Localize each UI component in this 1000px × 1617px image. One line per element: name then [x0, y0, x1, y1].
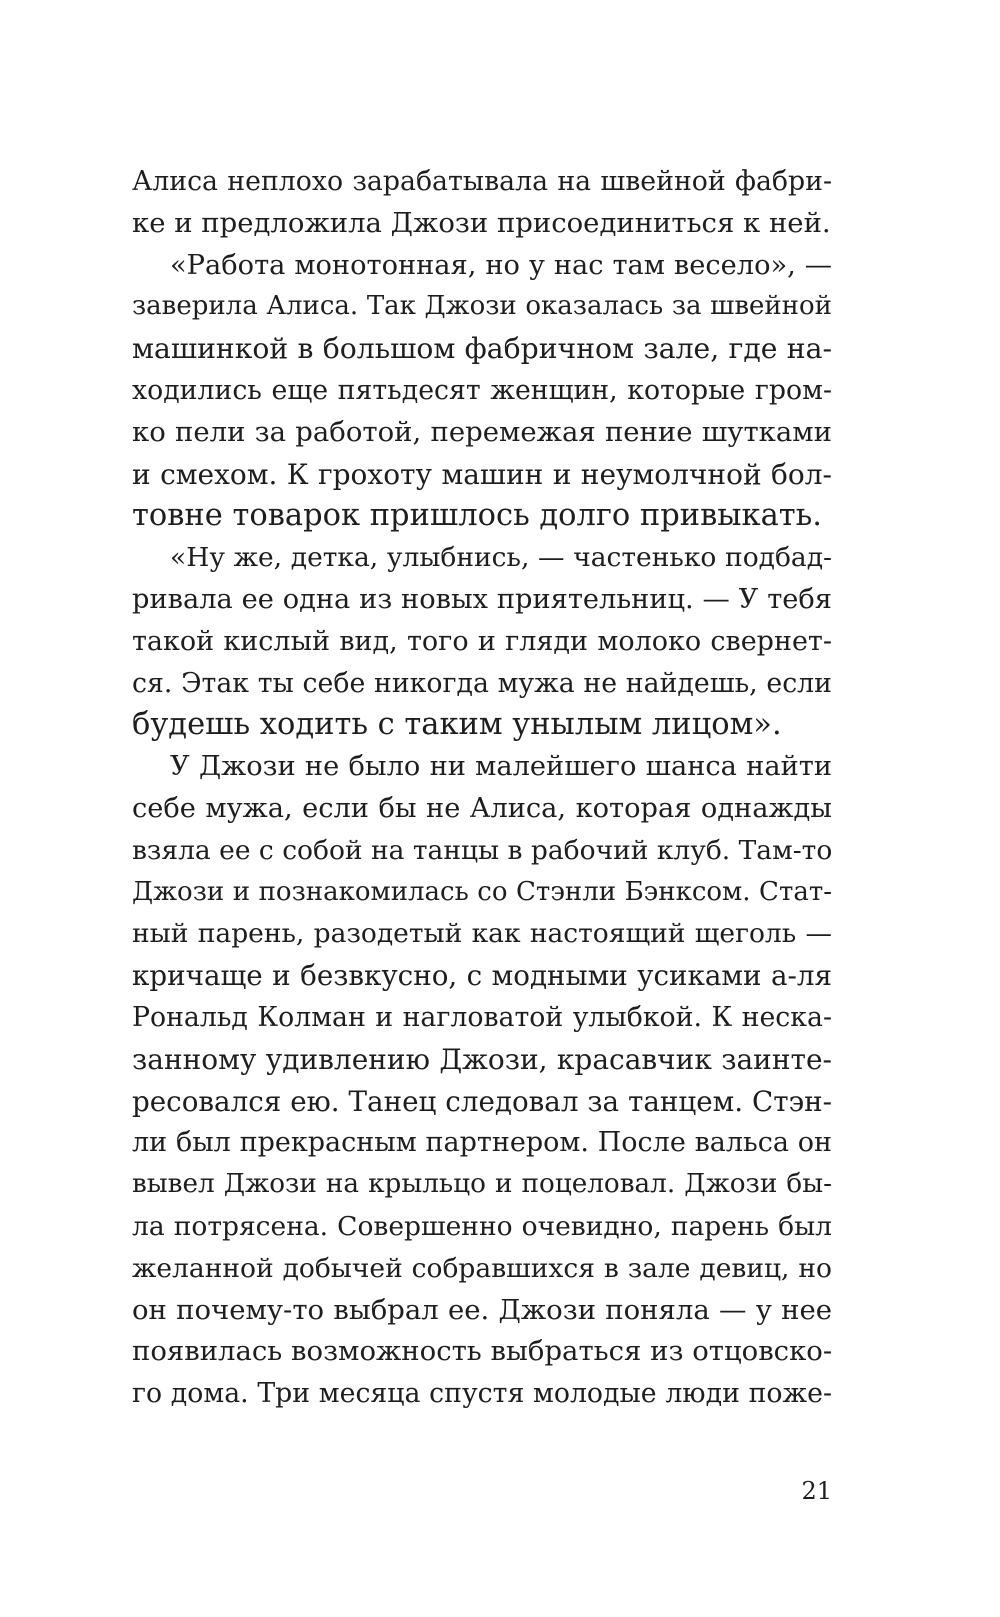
body-text — [132, 161, 832, 1415]
text-line: го дома. Три месяца спустя молодые люди поже- — [132, 1378, 832, 1410]
text-line: заверила Алиса. Так Джози оказалась за швейной — [132, 291, 832, 322]
text-line: взяла ее с собой на танцы в рабочий клуб. Там-то — [132, 834, 833, 866]
text-line: вывел Джози на крыльцо и поцеловал. Джози бы- — [132, 1169, 832, 1200]
text-line: ривала ее одна из новых приятельниц. — У тебя — [132, 583, 832, 615]
text-line: ный парень, разодетый как настоящий щеголь — — [132, 918, 832, 950]
text-line: Алиса неплохо зарабатывала на швейной фабри- — [132, 166, 832, 197]
text-line: ли был прекрасным партнером. После вальса он — [132, 1127, 832, 1159]
text-line: машинкой в большом фабричном зале, где на- — [132, 332, 832, 366]
text-line: ресовался ею. Танец следовал за танцем. Стэн- — [132, 1084, 832, 1118]
text-line: ходились еще пятьдесят женщин, которые гром- — [132, 374, 832, 406]
text-line: ко пели за работой, перемежая пение шутками — [132, 415, 832, 448]
text-line: появилась возможность выбраться из отцовско- — [132, 1335, 833, 1368]
text-line: кричаще и безвкусно, с модными усиками а-ля — [132, 959, 832, 993]
text-line: У Джози не было ни малейшего шанса найти — [170, 751, 832, 783]
text-line: занному удивлению Джози, красавчик заинте- — [132, 1042, 832, 1076]
text-line: Джози и познакомилась со Стэнли Бэнксом. Стат- — [132, 876, 832, 907]
text-line: «Работа монотонная, но у нас там весело», — — [170, 249, 832, 281]
text-line: «Ну же, детка, улыбнись, — частенько подбад- — [170, 542, 832, 574]
text-line: желанной добычей собравшихся в зале девиц, но — [132, 1252, 832, 1284]
text-line: будешь ходить с таким унылым лицом». — [132, 707, 782, 743]
text-line: такой кислый вид, того и гляди молоко свернет- — [132, 625, 832, 657]
page-number: 21 — [801, 1477, 832, 1505]
text-line: себе мужа, если бы не Алиса, которая однажды — [132, 792, 832, 824]
text-line: ся. Этак ты себе никогда мужа не найдешь, если — [132, 667, 832, 699]
text-line: товне товарок пришлось долго привыкать. — [132, 498, 822, 534]
text-line: и смехом. К грохоту машин и неумолчной бол- — [132, 457, 832, 491]
text-line: он почему-то выбрал ее. Джози поняла — у нее — [132, 1293, 832, 1326]
text-line: ла потрясена. Совершенно очевидно, парень был — [132, 1210, 832, 1242]
text-line: Рональд Колман и нагловатой улыбкой. К неска- — [132, 1001, 832, 1033]
text-line: ке и предложила Джози присоединиться к ней. — [132, 206, 831, 239]
